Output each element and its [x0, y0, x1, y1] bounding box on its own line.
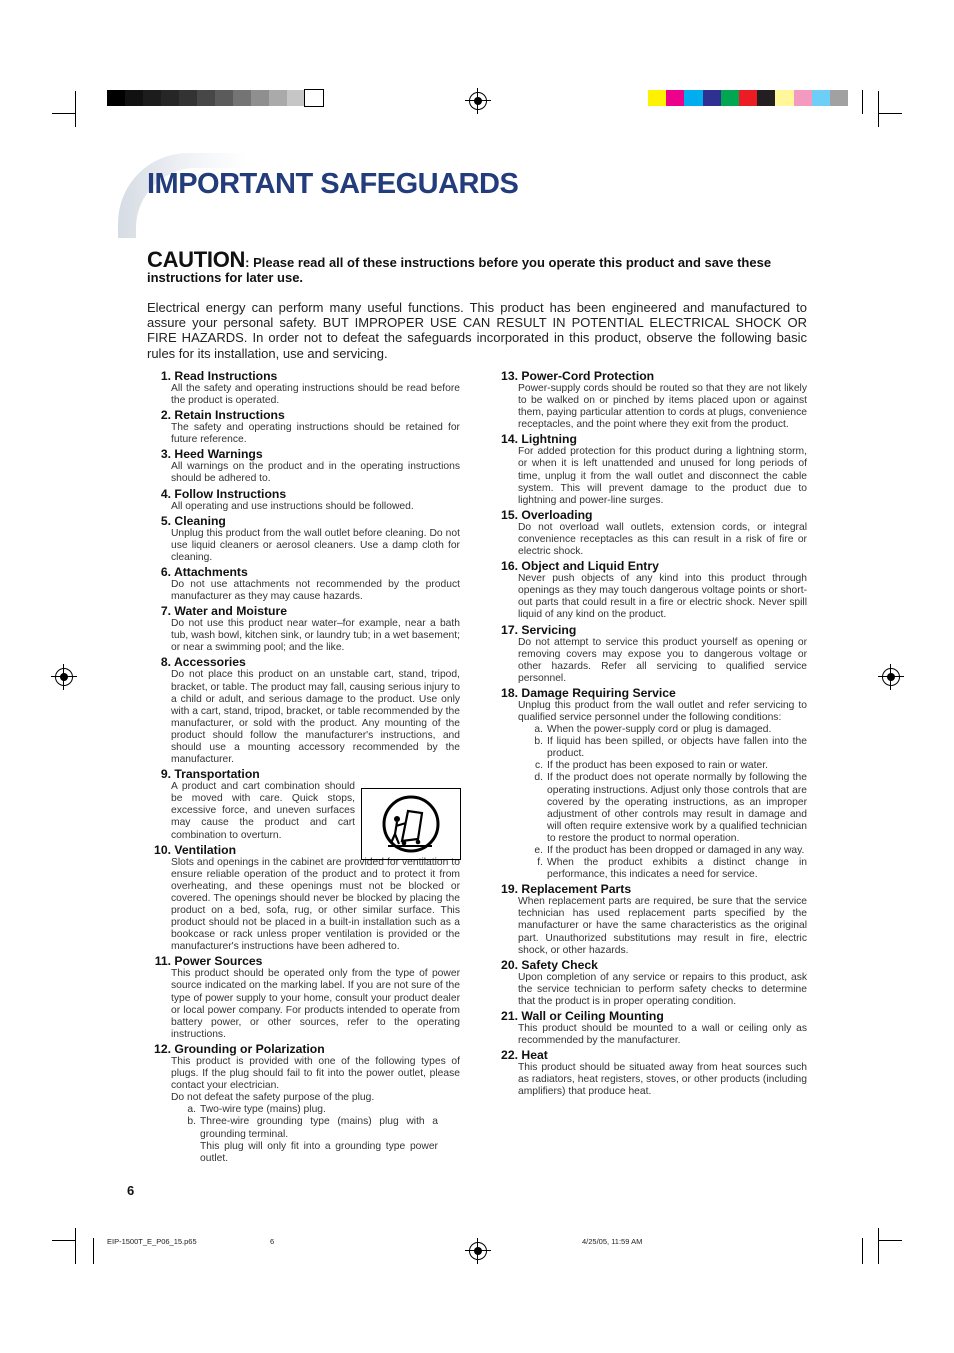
safeguard-heading [140, 408, 460, 422]
color-swatch [215, 90, 233, 106]
safeguard-item [140, 408, 460, 446]
safeguard-title: Retain Instructions [174, 408, 285, 423]
safeguard-title: Attachments [173, 564, 248, 579]
color-swatch [739, 90, 757, 106]
color-swatch [757, 90, 775, 106]
safeguard-heading [487, 369, 807, 383]
safeguard-text: Do not use attachments not recommended by the product manufacturer as they may cause hazards. [171, 578, 460, 603]
safeguard-heading [487, 432, 807, 446]
page-number: 6 [127, 1183, 135, 1198]
color-swatch [721, 90, 739, 106]
safeguard-number: 7. [160, 604, 171, 619]
intro-paragraph: Electrical energy can perform many useful functions. This product has been engineered and manufactured to assure your personal safety. BUT IMPROPER USE CAN RESULT IN POTENTIAL ELECTRICAL SHOCK OR FIRE HAZARDS. In order not to defeat the safeguards incorporated in this product, observe the following basic rules for its installation, use and servicing. [147, 300, 807, 361]
color-swatch [305, 90, 323, 106]
safeguard-number: 22. [501, 1048, 518, 1063]
color-swatch [125, 90, 143, 106]
condition-line: When the power-supply cord or plug is damaged. [547, 724, 772, 736]
safeguard-item [140, 655, 460, 766]
safeguard-text: All the safety and operating instructions should be read before the product is operated. [171, 383, 460, 407]
safeguard-number: 21. [501, 1009, 518, 1024]
condition-letter: a. [187, 1104, 196, 1116]
condition-line: If the product has been exposed to rain or water. [547, 760, 768, 772]
safeguard-text: Slots and openings in the cabinet are provided for ventilation to ensure reliable operation of the product and to protect it from overheating, and these openings must not be blocked or covered. The openings should never be blocked by placing the product on a bed, sofa, rug, or other similar surface. This product should not be placed in a built-in installation such as a bookcase or rack unless proper ventilation is provided or the manufacturer's instructions have been adhered to. [171, 856, 460, 953]
caution-text: : Please read all of these instructions before you operate this product and save these instructions for later use. [147, 255, 772, 285]
registration-mark-icon [469, 1242, 487, 1260]
page-title: IMPORTANT SAFEGUARDS [147, 168, 519, 200]
safeguard-number: 17. [501, 622, 518, 637]
crop-mark [878, 91, 879, 127]
crop-mark [862, 90, 863, 114]
safeguard-item [487, 958, 807, 1008]
condition-text [547, 724, 807, 736]
condition-letter: b. [534, 736, 543, 748]
color-swatch [161, 90, 179, 106]
safeguard-number: 5. [160, 513, 171, 528]
condition-list [140, 1104, 460, 1164]
safeguard-title: Water and Moisture [174, 604, 288, 619]
safeguard-number: 12. [154, 1041, 171, 1056]
safeguard-title: Read Instructions [174, 369, 278, 383]
condition-line: Three-wire grounding type (mains) plug with a grounding terminal. [200, 1116, 438, 1140]
safeguard-heading [140, 954, 460, 968]
safeguard-heading [140, 514, 460, 528]
safeguard-number: 8. [160, 655, 171, 670]
safeguard-item [140, 514, 460, 564]
safeguard-text: This product should be mounted to a wall or ceiling only as recommended by the manufacturer. [518, 1023, 807, 1047]
safeguard-item [487, 432, 807, 506]
safeguard-text: Power-supply cords should be routed so that they are not likely to be walked on or pinched by items placed upon or against them, paying particular attention to cords at plugs, convenience receptacles, and the point where they exit from the product. [518, 383, 807, 431]
safeguard-title: Safety Check [521, 957, 598, 972]
color-swatch [269, 90, 287, 106]
safeguard-title: Power Sources [174, 954, 263, 969]
safeguard-text: All warnings on the product and in the operating instructions should be adhered to. [171, 461, 460, 485]
crop-mark [75, 1228, 76, 1264]
safeguard-item [487, 1009, 807, 1047]
safeguard-heading [140, 447, 460, 461]
condition-text [547, 857, 807, 881]
safeguard-number: 9. [160, 767, 171, 782]
condition-text [200, 1104, 438, 1116]
condition-text [547, 845, 807, 857]
safeguard-number: 10. [154, 842, 171, 857]
safeguard-text: Do not overload wall outlets, extension cords, or integral convenience receptacles as this can result in a risk of fire or electric shock. [518, 521, 807, 558]
safeguard-title: Cleaning [174, 513, 226, 528]
registration-mark-icon [469, 92, 487, 110]
safeguard-text: This product should be situated away from heat sources such as radiators, heat registers, stoves, or other products (including amplifiers) that produce heat. [518, 1062, 807, 1098]
safeguard-number: 19. [501, 882, 518, 897]
safeguard-item [487, 508, 807, 558]
condition-letter: f. [537, 857, 543, 869]
safeguard-title: Accessories [173, 655, 246, 670]
safeguard-item [487, 882, 807, 956]
safeguard-title: Overloading [521, 507, 593, 522]
color-swatch [812, 90, 830, 106]
footer-page: 6 [270, 1237, 275, 1246]
crop-mark [878, 1240, 902, 1241]
condition-text [547, 736, 807, 760]
safeguard-heading [487, 1009, 807, 1023]
safeguard-heading [140, 604, 460, 618]
safeguards-left-column [140, 369, 460, 1166]
color-swatch [287, 90, 305, 106]
safeguard-heading [487, 508, 807, 522]
color-swatch [648, 90, 666, 106]
condition-item [529, 736, 807, 760]
safeguard-heading [487, 882, 807, 896]
color-swatch [775, 90, 793, 106]
safeguard-text: The safety and operating instructions should be retained for future reference. [171, 422, 460, 446]
crop-mark [862, 1238, 863, 1264]
safeguard-text: For added protection for this product during a lightning storm, or when it is left unattended and unused for long periods of time, unplug it from the wall outlet and disconnect the cable system. This will prevent damage to the product due to lightning and power-line surges. [518, 446, 807, 506]
safeguard-item [140, 954, 460, 1041]
safeguards-right-column [487, 369, 807, 1100]
color-swatch [666, 90, 684, 106]
safeguard-text: Unplug this product from the wall outlet and refer servicing to qualified service personnel under the following conditions: [518, 699, 807, 723]
color-swatch [179, 90, 197, 106]
safeguard-item [487, 1048, 807, 1098]
safeguard-heading [487, 958, 807, 972]
safeguard-number: 11. [154, 954, 171, 969]
crop-mark [93, 1238, 94, 1264]
safeguard-number: 20. [501, 957, 518, 972]
footer-date: 4/25/05, 11:59 AM [582, 1237, 643, 1246]
safeguard-item [140, 1042, 460, 1165]
safeguard-heading [487, 1048, 807, 1062]
safeguard-title: Replacement Parts [521, 882, 632, 897]
safeguard-number: 4. [160, 486, 171, 501]
condition-letter: d. [534, 772, 543, 784]
color-swatch [143, 90, 161, 106]
color-swatch [830, 90, 848, 106]
condition-text [547, 760, 807, 772]
safeguard-item [140, 604, 460, 654]
safeguard-text: Do not defeat the safety purpose of the plug. [171, 1092, 375, 1104]
safeguard-text: A product and cart combination should be moved with care. Quick stops, excessive force, and uneven surfaces may cause the product and cart combination to overturn. [171, 781, 355, 841]
condition-line: Two-wire type (mains) plug. [200, 1104, 326, 1116]
condition-text [547, 772, 807, 845]
safeguard-item [487, 559, 807, 621]
caution-label: CAUTION [147, 247, 246, 272]
safeguard-number: 2. [160, 408, 171, 423]
color-swatch [684, 90, 702, 106]
condition-item [529, 724, 807, 736]
condition-item [529, 772, 807, 845]
safeguard-item [487, 369, 807, 431]
safeguard-title: Power-Cord Protection [521, 369, 655, 383]
safeguard-item [140, 565, 460, 603]
registration-mark-icon [55, 668, 73, 686]
safeguard-text: Unplug this product from the wall outlet before cleaning. Do not use liquid cleaners or aerosol cleaners. Use a damp cloth for cleaning. [171, 527, 460, 563]
cart-tip-over-icon [362, 789, 460, 859]
crop-mark [75, 91, 76, 127]
safeguard-number: 18. [501, 685, 518, 700]
color-swatch [703, 90, 721, 106]
color-swatch [794, 90, 812, 106]
safeguard-number: 13. [501, 369, 518, 383]
safeguard-title: Damage Requiring Service [521, 685, 676, 700]
condition-list [487, 724, 807, 881]
safeguard-title: Follow Instructions [174, 486, 287, 501]
crop-mark [52, 113, 76, 114]
safeguard-heading [487, 686, 807, 700]
condition-line: When the product exhibits a distinct change in performance, this indicates a need for service. [547, 857, 807, 881]
condition-item [529, 760, 807, 772]
safeguard-text: When replacement parts are required, be sure that the service technician has used replacement parts specified by the manufacturer or have the same characteristics as the original part. Unauthorized substitutions may result in fire, electric shock, or other hazards. [518, 896, 807, 956]
safeguard-heading [140, 767, 460, 781]
safeguard-heading [140, 565, 460, 579]
safeguard-text: This product is provided with one of the following types of plugs. If the plug should fail to fit into the power outlet, please contact your electrician. [171, 1055, 460, 1092]
safeguard-item [140, 487, 460, 513]
safeguard-title: Transportation [174, 767, 260, 782]
safeguard-heading [487, 623, 807, 637]
condition-letter: b. [187, 1116, 196, 1128]
condition-letter: a. [534, 724, 543, 736]
safeguard-number: 1. [160, 369, 171, 383]
safeguard-heading [140, 1042, 460, 1056]
safeguard-heading [140, 655, 460, 669]
safeguard-text: Do not place this product on an unstable cart, stand, tripod, bracket, or table. The product may fall, causing serious injury to a child or adult, and serious damage to the product. Use only with a cart, stand, tripod, bracket, or table recommended by the manufacturer, or sold with the product. Any mounting of the product should follow the manufacturer's instructions, and should use a mounting accessory recommended by the manufacturer. [171, 669, 460, 766]
footer-file-name: EIP-1500T_E_P06_15.p65 [107, 1237, 197, 1246]
condition-text [200, 1116, 438, 1164]
safeguard-text: Do not attempt to service this product yourself as opening or removing covers may expose you to dangerous voltage or other hazards. Refer all servicing to qualified service personnel. [518, 636, 807, 684]
condition-note: This plug will only fit into a grounding type power outlet. [200, 1140, 438, 1164]
safeguard-title: Servicing [521, 622, 577, 637]
safeguard-text: Never push objects of any kind into this product through openings as they may touch dangerous voltage points or short-out parts that could result in a fire or electric shock. Never spill liquid of any kind on the product. [518, 573, 807, 621]
safeguard-text: All operating and use instructions should be followed. [171, 500, 414, 512]
safeguard-item [487, 686, 807, 881]
safeguard-heading [140, 487, 460, 501]
condition-line: If the product does not operate normally by following the operating instructions. Adjust only those controls that are covered by the operating instructions, as an improper adjustment of other controls may result in damage and will often require extensive work by a qualified technician to restore the product to normal operation. [547, 772, 807, 844]
safeguard-item [140, 369, 460, 407]
color-swatch [251, 90, 269, 106]
safeguard-text: This product should be operated only from the type of power source indicated on the marking label. If you are not sure of the type of power supply to your home, consult your product dealer or local power company. For products intended to operate from battery power, or other sources, refer to the operating instructions. [171, 968, 460, 1040]
safeguard-title: Heat [521, 1048, 548, 1063]
safeguard-item [487, 623, 807, 685]
safeguard-heading [487, 559, 807, 573]
crop-mark [878, 113, 902, 114]
safeguard-title: Lightning [521, 432, 577, 447]
safeguard-title: Heed Warnings [174, 447, 263, 462]
condition-item [529, 857, 807, 881]
condition-item [182, 1116, 460, 1164]
safeguard-text: Upon completion of any service or repairs to this product, ask the service technician to perform safety checks to determine that the product is in proper operating condition. [518, 971, 807, 1007]
condition-item [182, 1104, 460, 1116]
registration-mark-icon [882, 668, 900, 686]
safeguard-number: 15. [501, 507, 518, 522]
condition-line: If the product has been dropped or damaged in any way. [547, 845, 805, 856]
safeguard-number: 14. [501, 432, 518, 447]
condition-line: If liquid has been spilled, or objects have fallen into the product. [547, 736, 807, 760]
safeguard-number: 6. [160, 564, 171, 579]
condition-item [529, 845, 807, 857]
safeguard-title: Ventilation [174, 842, 237, 857]
crop-mark [52, 1240, 76, 1241]
safeguard-item [140, 447, 460, 485]
condition-letter: e. [534, 845, 543, 856]
safeguard-number: 3. [160, 447, 171, 462]
condition-letter: c. [534, 760, 543, 772]
color-swatch [233, 90, 251, 106]
safeguard-title: Grounding or Polarization [174, 1041, 325, 1056]
safeguard-heading [140, 369, 460, 383]
safeguard-title: Object and Liquid Entry [521, 559, 659, 574]
color-swatch [197, 90, 215, 106]
crop-mark [878, 1228, 879, 1264]
safeguard-title: Wall or Ceiling Mounting [521, 1009, 664, 1024]
safeguard-number: 16. [501, 559, 518, 574]
safeguard-text: Do not use this product near water–for example, near a bath tub, wash bowl, kitchen sink, or laundry tub; in a wet basement; or near a swimming pool; and the like. [171, 618, 460, 654]
cart-warning-symbol [361, 788, 461, 860]
caution-notice [147, 247, 807, 285]
color-swatch [107, 90, 125, 106]
